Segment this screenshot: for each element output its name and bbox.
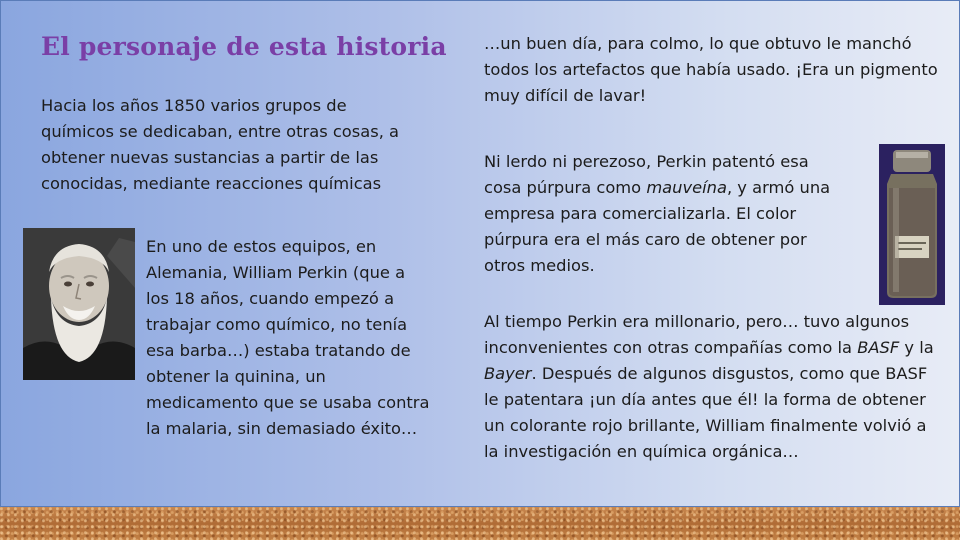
companies-text-3: . Después de algunos disgustos, como que BASF le patentara ¡un día antes que él! la forma de obtener un colorante rojo brillante, William finalmente volvió a la investigación en química orgánica… (484, 364, 928, 461)
companies-paragraph (484, 309, 946, 465)
bayer-term: Bayer (484, 364, 532, 383)
patent-text-before: Ni lerdo ni perezoso, Perkin patentó esa cosa púrpura como (484, 152, 809, 197)
pigment-paragraph: …un buen día, para colmo, lo que obtuvo le manchó todos los artefactos que había usado. ¡Era un pigmento muy difícil de lavar! (484, 34, 938, 105)
intro-paragraph: Hacia los años 1850 varios grupos de químicos se dedicaban, entre otras cosas, a obtener nuevas sustancias a partir de las conocidas, mediante reacciones químicas (41, 96, 400, 193)
basf-term: BASF (857, 338, 900, 357)
decorative-floor-border (0, 507, 960, 540)
companies-text-1: Al tiempo Perkin era millonario, pero… tuvo algunos inconvenientes con otras compañías como la (484, 312, 910, 357)
patent-paragraph (484, 149, 844, 279)
mauveine-bottle-photo (879, 144, 945, 305)
mauveine-term: mauveína (646, 178, 727, 197)
slide-title: El personaje de esta historia (41, 32, 447, 61)
william-perkin-portrait (23, 228, 135, 380)
perkin-paragraph: En uno de estos equipos, en Alemania, William Perkin (que a los 18 años, cuando empezó a trabajar como químico, no tenía esa barba…) estaba tratando de obtener la quinina, un medicamento que se usaba contra la malaria, sin demasiado éxito… (146, 237, 430, 438)
companies-text-2: y la (899, 338, 934, 357)
patent-text-after: , y armó una empresa para comercializarla. El color púrpura era el más caro de obtener por otros medios. (484, 178, 831, 275)
